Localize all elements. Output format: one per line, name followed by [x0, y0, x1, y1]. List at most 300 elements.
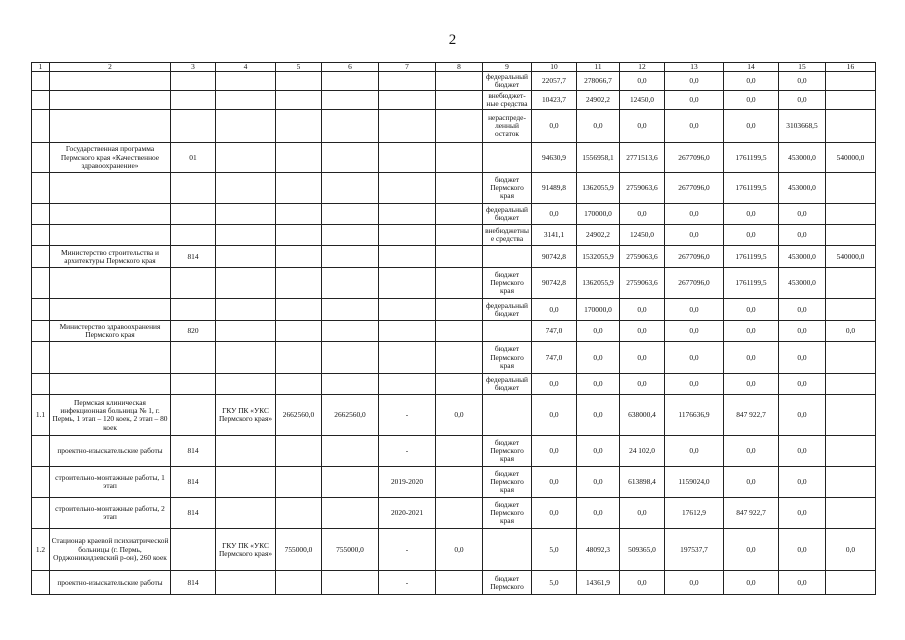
table-row	[32, 467, 876, 498]
source-cell: бюджет Пермского края	[483, 268, 532, 299]
cost-cell	[276, 246, 322, 268]
page-number: 2	[448, 32, 457, 48]
y2022-cell: 540000,0	[826, 246, 876, 268]
remaining-cell	[322, 374, 379, 395]
executor-cell	[216, 225, 276, 246]
column-number: 5	[276, 63, 322, 72]
executor-cell	[216, 321, 276, 342]
table-row	[32, 72, 876, 91]
remaining-cell	[322, 143, 379, 173]
y2018-cell: 638000,4	[620, 395, 665, 436]
remaining-cell	[322, 91, 379, 110]
y2018-cell: 0,0	[620, 110, 665, 143]
source-cell: федеральный бюджет	[483, 204, 532, 225]
column-number: 1	[32, 63, 50, 72]
remaining-cell: 755000,0	[322, 529, 379, 571]
y2018-cell: 24 102,0	[620, 436, 665, 467]
y2017-cell: 0,0	[577, 498, 620, 529]
capacity-cell	[436, 173, 483, 204]
y2016-cell: 0,0	[532, 498, 577, 529]
y2019-cell: 2677096,0	[665, 268, 724, 299]
table-row	[32, 395, 876, 436]
num-cell	[32, 342, 50, 374]
capacity-cell	[436, 72, 483, 91]
y2016-cell: 90742,8	[532, 246, 577, 268]
y2019-cell: 0,0	[665, 299, 724, 321]
name-cell	[50, 225, 171, 246]
num-cell	[32, 374, 50, 395]
y2017-cell: 14361,9	[577, 571, 620, 595]
cost-cell	[276, 342, 322, 374]
code-cell	[171, 173, 216, 204]
num-cell	[32, 72, 50, 91]
column-number: 6	[322, 63, 379, 72]
remaining-cell	[322, 268, 379, 299]
y2022-cell	[826, 110, 876, 143]
column-number: 4	[216, 63, 276, 72]
y2020-cell: 0,0	[724, 436, 779, 467]
y2022-cell: 0,0	[826, 529, 876, 571]
y2019-cell: 17612,9	[665, 498, 724, 529]
capacity-cell	[436, 91, 483, 110]
remaining-cell	[322, 173, 379, 204]
period-cell	[379, 72, 436, 91]
table-row	[32, 246, 876, 268]
cost-cell	[276, 72, 322, 91]
y2020-cell: 1761199,5	[724, 143, 779, 173]
source-cell: бюджет Пермского края	[483, 436, 532, 467]
column-number: 14	[724, 63, 779, 72]
source-cell	[483, 246, 532, 268]
y2016-cell: 0,0	[532, 374, 577, 395]
num-cell	[32, 571, 50, 595]
y2016-cell: 0,0	[532, 204, 577, 225]
capacity-cell	[436, 225, 483, 246]
y2017-cell: 278066,7	[577, 72, 620, 91]
budget-table	[31, 62, 876, 595]
y2019-cell: 0,0	[665, 72, 724, 91]
y2020-cell: 0,0	[724, 321, 779, 342]
y2022-cell	[826, 467, 876, 498]
y2019-cell: 0,0	[665, 225, 724, 246]
code-cell: 814	[171, 467, 216, 498]
y2020-cell: 0,0	[724, 571, 779, 595]
table-row	[32, 299, 876, 321]
y2016-cell: 0,0	[532, 467, 577, 498]
y2016-cell: 0,0	[532, 110, 577, 143]
name-cell	[50, 374, 171, 395]
table-row	[32, 374, 876, 395]
name-cell	[50, 72, 171, 91]
num-cell	[32, 204, 50, 225]
remaining-cell	[322, 498, 379, 529]
y2018-cell: 12450,0	[620, 91, 665, 110]
y2020-cell: 0,0	[724, 342, 779, 374]
period-cell	[379, 268, 436, 299]
y2016-cell: 5,0	[532, 529, 577, 571]
y2022-cell	[826, 204, 876, 225]
period-cell: -	[379, 395, 436, 436]
num-cell	[32, 110, 50, 143]
code-cell	[171, 342, 216, 374]
y2021-cell: 0,0	[779, 467, 826, 498]
y2021-cell: 0,0	[779, 395, 826, 436]
cost-cell	[276, 374, 322, 395]
y2017-cell: 0,0	[577, 467, 620, 498]
y2022-cell	[826, 374, 876, 395]
cost-cell	[276, 91, 322, 110]
y2016-cell: 22057,7	[532, 72, 577, 91]
remaining-cell	[322, 467, 379, 498]
executor-cell	[216, 110, 276, 143]
capacity-cell	[436, 374, 483, 395]
y2022-cell	[826, 571, 876, 595]
name-cell: Министерство здравоохранения Пермского края	[50, 321, 171, 342]
cost-cell	[276, 110, 322, 143]
y2021-cell: 453000,0	[779, 246, 826, 268]
y2021-cell: 0,0	[779, 72, 826, 91]
capacity-cell	[436, 342, 483, 374]
y2016-cell: 747,0	[532, 321, 577, 342]
y2022-cell	[826, 342, 876, 374]
y2020-cell: 0,0	[724, 225, 779, 246]
y2022-cell: 0,0	[826, 321, 876, 342]
executor-cell: ГКУ ПК «УКС Пермского края»	[216, 529, 276, 571]
y2020-cell: 0,0	[724, 72, 779, 91]
name-cell	[50, 268, 171, 299]
y2019-cell: 1159024,0	[665, 467, 724, 498]
y2018-cell: 12450,0	[620, 225, 665, 246]
y2021-cell: 0,0	[779, 342, 826, 374]
y2017-cell: 170000,0	[577, 204, 620, 225]
table-row	[32, 529, 876, 571]
num-cell	[32, 299, 50, 321]
y2019-cell: 2677096,0	[665, 143, 724, 173]
period-cell	[379, 143, 436, 173]
cost-cell	[276, 204, 322, 225]
table-row	[32, 143, 876, 173]
y2022-cell	[826, 299, 876, 321]
name-cell: строительно-монтажные работы, 2 этап	[50, 498, 171, 529]
name-cell	[50, 342, 171, 374]
y2021-cell: 0,0	[779, 436, 826, 467]
num-cell	[32, 143, 50, 173]
y2020-cell: 0,0	[724, 204, 779, 225]
y2022-cell	[826, 498, 876, 529]
code-cell	[171, 225, 216, 246]
remaining-cell	[322, 436, 379, 467]
y2017-cell: 1556958,1	[577, 143, 620, 173]
name-cell: Государственная программа Пермского края «Качественное здравоохранение»	[50, 143, 171, 173]
source-cell	[483, 395, 532, 436]
y2016-cell: 5,0	[532, 571, 577, 595]
y2021-cell: 0,0	[779, 498, 826, 529]
column-number: 7	[379, 63, 436, 72]
y2021-cell: 453000,0	[779, 143, 826, 173]
period-cell	[379, 374, 436, 395]
y2016-cell: 747,0	[532, 342, 577, 374]
y2017-cell: 0,0	[577, 395, 620, 436]
y2021-cell: 0,0	[779, 529, 826, 571]
capacity-cell	[436, 498, 483, 529]
y2019-cell: 197537,7	[665, 529, 724, 571]
source-cell: бюджет Пермского края	[483, 498, 532, 529]
column-number: 13	[665, 63, 724, 72]
y2020-cell: 1761199,5	[724, 173, 779, 204]
y2022-cell	[826, 436, 876, 467]
capacity-cell: 0,0	[436, 529, 483, 571]
name-cell	[50, 91, 171, 110]
code-cell	[171, 374, 216, 395]
executor-cell	[216, 467, 276, 498]
y2022-cell	[826, 173, 876, 204]
y2017-cell: 0,0	[577, 321, 620, 342]
capacity-cell	[436, 246, 483, 268]
source-cell: внебюджет-ные средства	[483, 91, 532, 110]
name-cell	[50, 110, 171, 143]
y2020-cell: 1761199,5	[724, 246, 779, 268]
y2017-cell: 0,0	[577, 436, 620, 467]
executor-cell	[216, 204, 276, 225]
cost-cell	[276, 173, 322, 204]
y2016-cell: 0,0	[532, 299, 577, 321]
name-cell: строительно-монтажные работы, 1 этап	[50, 467, 171, 498]
column-number: 10	[532, 63, 577, 72]
cost-cell	[276, 467, 322, 498]
cost-cell	[276, 436, 322, 467]
table-row	[32, 321, 876, 342]
header-row	[32, 63, 876, 72]
y2022-cell	[826, 225, 876, 246]
y2017-cell: 0,0	[577, 342, 620, 374]
y2017-cell: 24902,2	[577, 91, 620, 110]
executor-cell	[216, 268, 276, 299]
capacity-cell	[436, 321, 483, 342]
y2019-cell: 0,0	[665, 436, 724, 467]
executor-cell	[216, 498, 276, 529]
table-row	[32, 342, 876, 374]
y2017-cell: 24902,2	[577, 225, 620, 246]
cost-cell: 2662560,0	[276, 395, 322, 436]
column-number: 3	[171, 63, 216, 72]
y2018-cell: 2759063,6	[620, 173, 665, 204]
y2017-cell: 1362055,9	[577, 173, 620, 204]
cost-cell: 755000,0	[276, 529, 322, 571]
y2021-cell: 0,0	[779, 299, 826, 321]
y2019-cell: 2677096,0	[665, 246, 724, 268]
y2017-cell: 170000,0	[577, 299, 620, 321]
y2020-cell: 0,0	[724, 110, 779, 143]
y2019-cell: 1176636,9	[665, 395, 724, 436]
executor-cell	[216, 72, 276, 91]
source-cell: бюджет Пермского края	[483, 342, 532, 374]
y2021-cell: 0,0	[779, 91, 826, 110]
y2016-cell: 0,0	[532, 436, 577, 467]
y2018-cell: 0,0	[620, 498, 665, 529]
capacity-cell	[436, 571, 483, 595]
y2022-cell	[826, 72, 876, 91]
y2020-cell: 847 922,7	[724, 395, 779, 436]
name-cell: Стационар краевой психиатрической больницы (г. Пермь, Орджоникидзевский р-он), 260 коек	[50, 529, 171, 571]
table-row	[32, 268, 876, 299]
period-cell	[379, 246, 436, 268]
num-cell	[32, 225, 50, 246]
y2017-cell: 0,0	[577, 110, 620, 143]
remaining-cell	[322, 110, 379, 143]
cost-cell	[276, 143, 322, 173]
source-cell: федеральный бюджет	[483, 374, 532, 395]
table-row	[32, 225, 876, 246]
period-cell: 2019-2020	[379, 467, 436, 498]
y2020-cell: 1761199,5	[724, 268, 779, 299]
num-cell	[32, 91, 50, 110]
y2018-cell: 2759063,6	[620, 246, 665, 268]
y2020-cell: 0,0	[724, 91, 779, 110]
y2018-cell: 0,0	[620, 299, 665, 321]
source-cell	[483, 529, 532, 571]
num-cell	[32, 467, 50, 498]
code-cell	[171, 395, 216, 436]
num-cell	[32, 436, 50, 467]
executor-cell	[216, 143, 276, 173]
capacity-cell	[436, 436, 483, 467]
executor-cell	[216, 299, 276, 321]
y2019-cell: 0,0	[665, 91, 724, 110]
code-cell	[171, 529, 216, 571]
name-cell	[50, 173, 171, 204]
y2019-cell: 0,0	[665, 321, 724, 342]
y2016-cell: 91489,8	[532, 173, 577, 204]
executor-cell	[216, 91, 276, 110]
period-cell	[379, 342, 436, 374]
code-cell: 814	[171, 498, 216, 529]
table-row	[32, 110, 876, 143]
source-cell: федеральный бюджет	[483, 72, 532, 91]
y2021-cell: 0,0	[779, 571, 826, 595]
num-cell: 1.2	[32, 529, 50, 571]
period-cell: -	[379, 571, 436, 595]
y2019-cell: 2677096,0	[665, 173, 724, 204]
y2017-cell: 0,0	[577, 374, 620, 395]
cost-cell	[276, 571, 322, 595]
name-cell	[50, 299, 171, 321]
num-cell	[32, 246, 50, 268]
num-cell	[32, 321, 50, 342]
num-cell	[32, 498, 50, 529]
period-cell	[379, 225, 436, 246]
capacity-cell	[436, 268, 483, 299]
y2022-cell	[826, 91, 876, 110]
y2017-cell: 1362055,9	[577, 268, 620, 299]
name-cell: Министерство строительства и архитектуры Пермского края	[50, 246, 171, 268]
y2018-cell: 0,0	[620, 571, 665, 595]
capacity-cell	[436, 204, 483, 225]
period-cell: -	[379, 436, 436, 467]
column-number: 15	[779, 63, 826, 72]
y2018-cell: 0,0	[620, 342, 665, 374]
y2021-cell: 0,0	[779, 225, 826, 246]
y2018-cell: 0,0	[620, 72, 665, 91]
code-cell: 01	[171, 143, 216, 173]
name-cell: Пермская клиническая инфекционная больница № 1, г. Пермь, 1 этап – 120 коек, 2 этап – 80 коек	[50, 395, 171, 436]
code-cell: 814	[171, 571, 216, 595]
cost-cell	[276, 225, 322, 246]
remaining-cell	[322, 246, 379, 268]
y2022-cell	[826, 395, 876, 436]
code-cell	[171, 204, 216, 225]
y2020-cell: 0,0	[724, 374, 779, 395]
table-row	[32, 91, 876, 110]
y2020-cell: 0,0	[724, 529, 779, 571]
y2019-cell: 0,0	[665, 342, 724, 374]
code-cell: 814	[171, 436, 216, 467]
y2019-cell: 0,0	[665, 374, 724, 395]
y2021-cell: 3103668,5	[779, 110, 826, 143]
remaining-cell: 2662560,0	[322, 395, 379, 436]
source-cell: бюджет Пермского	[483, 571, 532, 595]
cost-cell	[276, 299, 322, 321]
period-cell: 2020-2021	[379, 498, 436, 529]
source-cell: внебюджетны е средства	[483, 225, 532, 246]
code-cell	[171, 91, 216, 110]
executor-cell: ГКУ ПК «УКС Пермского края»	[216, 395, 276, 436]
period-cell	[379, 299, 436, 321]
remaining-cell	[322, 299, 379, 321]
remaining-cell	[322, 571, 379, 595]
source-cell: нераспреде-ленный остаток	[483, 110, 532, 143]
cost-cell	[276, 321, 322, 342]
remaining-cell	[322, 225, 379, 246]
y2017-cell: 48092,3	[577, 529, 620, 571]
code-cell	[171, 268, 216, 299]
y2021-cell: 453000,0	[779, 173, 826, 204]
name-cell	[50, 204, 171, 225]
y2021-cell: 0,0	[779, 374, 826, 395]
period-cell	[379, 204, 436, 225]
table-row	[32, 571, 876, 595]
remaining-cell	[322, 72, 379, 91]
source-cell: бюджет Пермского края	[483, 467, 532, 498]
executor-cell	[216, 571, 276, 595]
period-cell	[379, 173, 436, 204]
capacity-cell	[436, 143, 483, 173]
code-cell	[171, 72, 216, 91]
y2016-cell: 0,0	[532, 395, 577, 436]
y2018-cell: 2771513,6	[620, 143, 665, 173]
capacity-cell	[436, 110, 483, 143]
source-cell: бюджет Пермского края	[483, 173, 532, 204]
code-cell: 820	[171, 321, 216, 342]
code-cell	[171, 110, 216, 143]
y2022-cell	[826, 268, 876, 299]
y2019-cell: 0,0	[665, 571, 724, 595]
source-cell	[483, 321, 532, 342]
y2021-cell: 453000,0	[779, 268, 826, 299]
remaining-cell	[322, 204, 379, 225]
capacity-cell	[436, 299, 483, 321]
name-cell: проектно-изыскательские работы	[50, 571, 171, 595]
remaining-cell	[322, 342, 379, 374]
cost-cell	[276, 268, 322, 299]
column-number: 9	[483, 63, 532, 72]
num-cell	[32, 268, 50, 299]
code-cell: 814	[171, 246, 216, 268]
y2021-cell: 0,0	[779, 321, 826, 342]
y2018-cell: 509365,0	[620, 529, 665, 571]
executor-cell	[216, 246, 276, 268]
column-number: 12	[620, 63, 665, 72]
y2020-cell: 847 922,7	[724, 498, 779, 529]
